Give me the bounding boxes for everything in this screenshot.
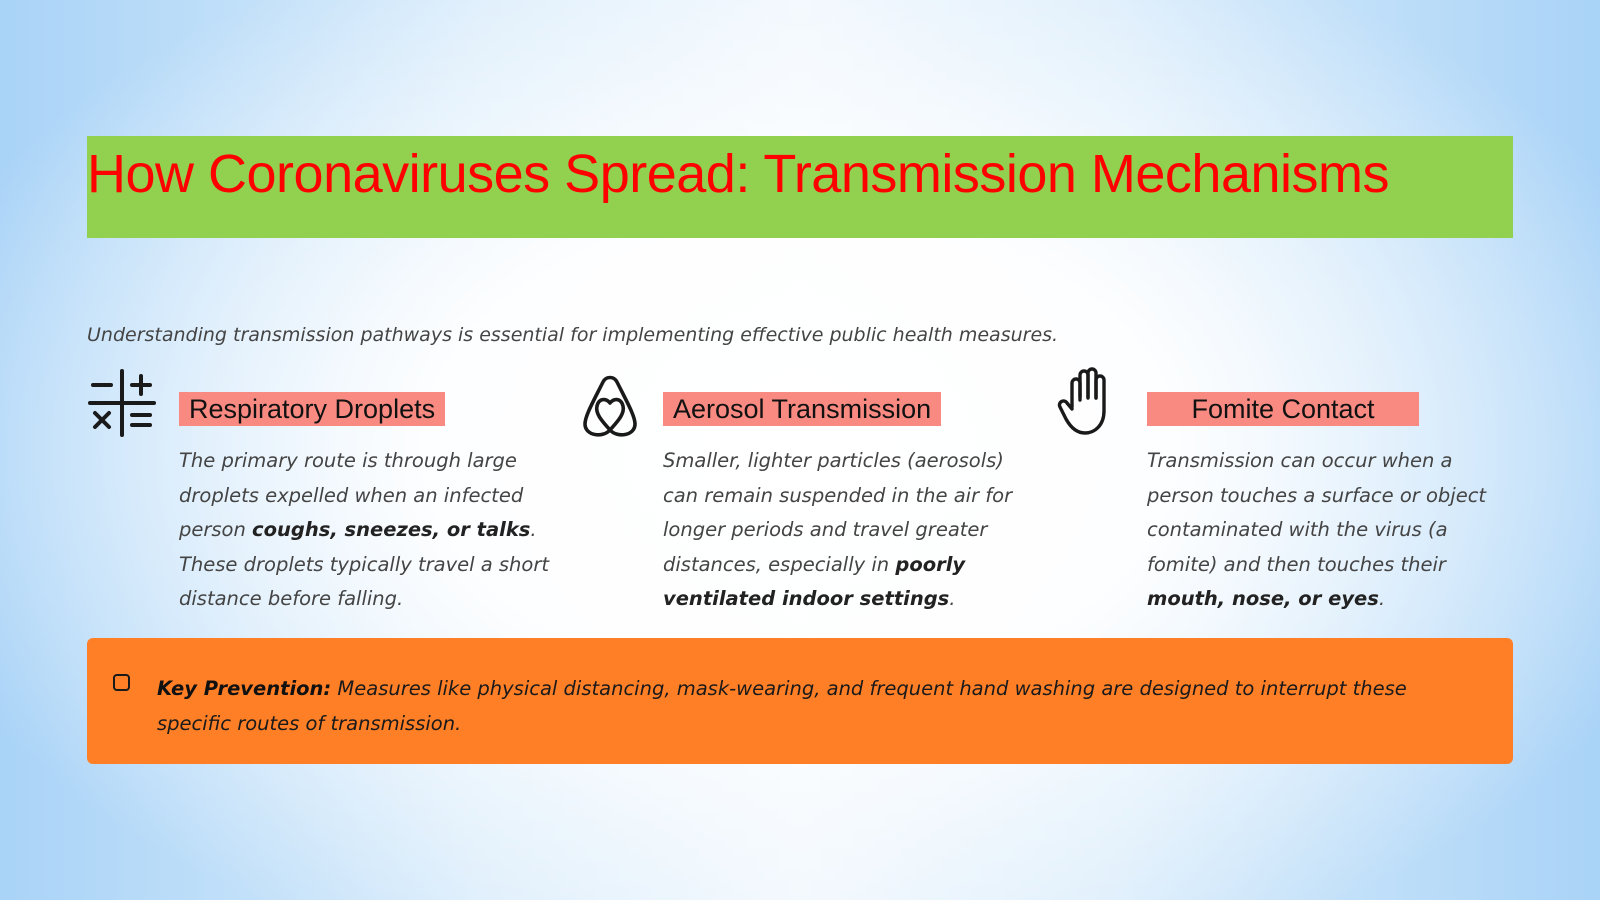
column-heading: Fomite Contact	[1147, 392, 1419, 426]
callout-text: Key Prevention: Measures like physical distancing, mask-wearing, and frequent hand washing are designed to interrupt these specific routes of transmission.	[157, 677, 1407, 735]
column-heading: Aerosol Transmission	[663, 392, 941, 426]
column-heading: Respiratory Droplets	[179, 392, 445, 426]
slide-title: How Coronaviruses Spread: Transmission Mechanisms	[87, 144, 1390, 204]
column-body: Transmission can occur when a person touches a surface or object contaminated with the virus (a fomite) and then touches their mouth, nose, or eyes.	[1147, 449, 1487, 610]
calculator-symbols-icon	[87, 369, 157, 439]
airbnb-logo-icon	[575, 370, 645, 440]
callout-label: Key Prevention:	[157, 677, 332, 700]
key-prevention-callout	[87, 638, 1513, 764]
body-emphasis: mouth, nose, or eyes	[1147, 587, 1379, 610]
hand-icon	[1055, 367, 1125, 437]
title-bar	[87, 136, 1513, 238]
body-emphasis: coughs, sneezes, or talks	[252, 518, 531, 541]
body-emphasis: poorly ventilated indoor settings	[663, 552, 966, 610]
column-body: The primary route is through large droplets expelled when an infected person coughs, sneezes, or talks. These droplets typically travel a short distance before falling.	[179, 449, 549, 610]
square-icon	[112, 673, 132, 693]
column-body: Smaller, lighter particles (aerosols) can remain suspended in the air for longer periods and travel greater distances, especially in poorly ventilated indoor settings.	[663, 449, 1013, 610]
slide-subtitle: Understanding transmission pathways is essential for implementing effective public health measures.	[87, 324, 1059, 346]
